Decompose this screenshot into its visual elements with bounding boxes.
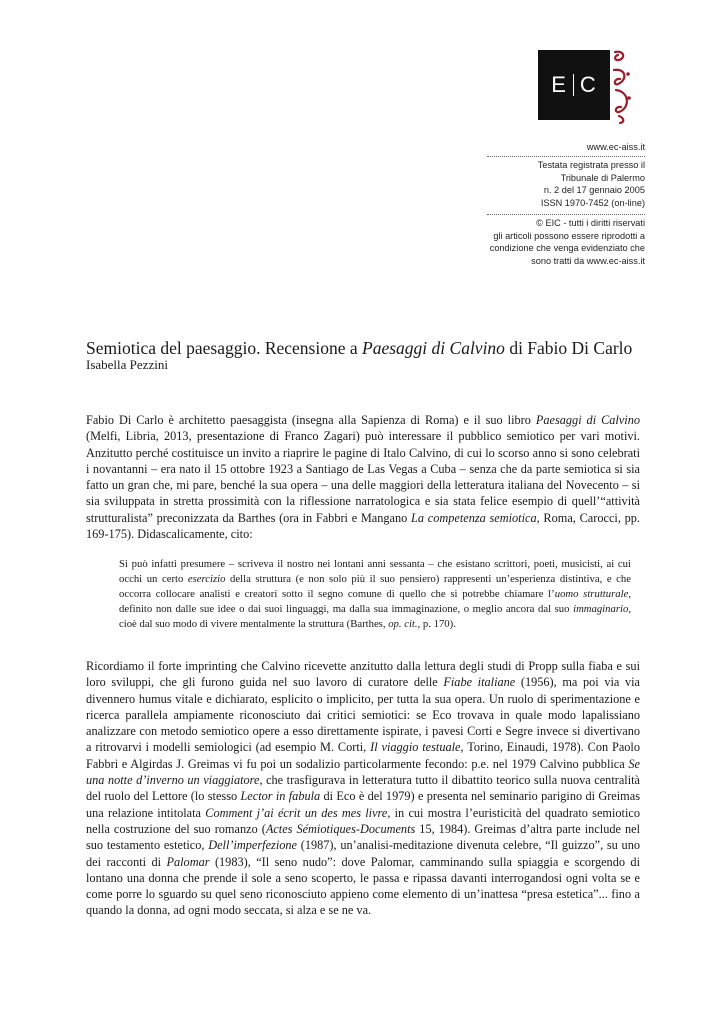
logo-ornament-icon: [610, 46, 636, 124]
copyright-info: [480, 217, 645, 267]
registration-line: ISSN 1970-7452 (on-line): [540, 197, 645, 208]
logo-letter-e: E: [551, 72, 567, 97]
logo-separator: [573, 74, 574, 96]
registration-line: n. 2 del 17 gennaio 2005: [543, 185, 645, 196]
copyright-line: © EIC - tutti i diritti riservati: [536, 218, 645, 228]
copyright-line: condizione che venga evidenziato che: [489, 243, 645, 254]
registration-line: Tribunale di Palermo: [560, 172, 645, 183]
copyright-line: sono tratti da www.ec-aiss.it: [531, 255, 645, 266]
registration-info: [480, 159, 645, 209]
article-author: Isabella Pezzini: [86, 357, 168, 372]
paragraph-calvino-semiotics: Ricordiamo il forte imprinting che Calvino ricevette anzitutto dalla lettura degli studi di Propp sulla fiaba e sui loro sviluppi, che gli furono guida nel suo lavoro di curatore delle Fiabe italiane (1956), ma poi via via divennero humus vitale e dichiarato, esplicito o implicito, per tutta la sua opera. Un ruolo di sperimentazione e ricerca parallela ampiamente riconosciuto dai critici semiotici: se Eco trovava in quale modo lapalissiano analizzare con metodo semiotico opere a esso direttamente ispirate, i pavesi Corti e Segre invece si divertivano a ritrovarvi i modelli semiologici (ad esempio M. Corti, Il viaggio testuale, Torino, Einaudi, 1978). Con Paolo Fabbri e Algirdas J. Greimas vi fu poi un sodalizio particolarmente fecondo: p.e. nel 1979 Calvino pubblica Se una notte d’inverno un viaggiatore, che trasfigurava in letteratura tutto il dibattito teorico sulla nuova centralità del ruolo del Lettore (lo stesso Lector in fabula di Eco è del 1979) e presenta nel seminario parigino di Greimas una relazione intitolata Comment j’ai écrit un des mes livre, in cui mostra l’euristicità del quadrato semiotico nella costruzione del suo romanzo (Actes Sémiotiques-Documents 15, 1984). Greimas d’altra parte include nel suo testamento estetico, Dell’imperfezione (1987), un’analisi-meditazione divenuta celebre, “Il guizzo”, su uno dei racconti di Palomar (1983), “Il seno nudo”: dove Palomar, camminando sulla spiaggia e scorgendo di lontano una donna che prende il sole a seno scoperto, le passa e ripassa davanti interrogandosi ogni volta se e come porre lo sguardo su quel seno riconosciuto appieno come elemento di un’inattesa “presa estetica”... fino a quando la donna, ad ogni modo seccata, si alza e se ne va.: [86, 659, 640, 918]
article-title: Semiotica del paesaggio. Recensione a Paesaggi di Calvino di Fabio Di Carlo: [86, 338, 633, 358]
journal-logo: [538, 50, 610, 120]
title-book: Paesaggi di Calvino: [362, 338, 505, 358]
journal-website: www.ec-aiss.it: [586, 142, 645, 152]
paragraph-intro: Fabio Di Carlo è architetto paesaggista (insegna alla Sapienza di Roma) e il suo libro Paesaggi di Calvino (Melfi, Libria, 2013, presentazione di Franco Zagari) può interessare il pubblico semiotico per vari motivi. Anzitutto perché costituisce un invito a riaprire le pagine di Italo Calvino, di cui lo scorso anno si sono celebrati i novantanni – era nato il 15 ottobre 1923 a Santiago de Las Vegas a Cuba – senza che da parte semiotica si sia fatto un gran che, mi pare, benché la sua opera – una delle maggiori della letteratura italiana del Novecento – si sia sviluppata in stretta prossimità con la riflessione narratologica e sia stata felice esempio di quell’“attività strutturalista” preconizzata da Barthes (ora in Fabbri e Mangano La competenza semiotica, Roma, Carocci, pp. 169-175). Didascalicamente, cito:: [86, 413, 641, 542]
copyright-line: gli articoli possono essere riprodotti a: [493, 230, 645, 241]
registration-line: Testata registrata presso il: [537, 160, 645, 170]
logo-letter-c: C: [579, 72, 597, 97]
divider: [487, 214, 645, 215]
block-quote: Si può infatti presumere – scriveva il nostro nei lontani anni sessanta – che esistano scrittori, poeti, musicisti, ai cui occhi un certo esercizio della struttura (e non solo più il suo pensiero) rappresenti un’esperienza distintiva, e che occorra collocare analisti e creatori sotto il segno comune di quello che si potrebbe chiamare l’uomo strutturale, definito non dalle sue idee o dai suoi linguaggi, ma dalla sua immaginazione, o meglio ancora dal suo immaginario, cioè dal suo modo di vivere mentalmente la struttura (Barthes, op. cit., p. 170).: [119, 558, 631, 630]
divider: [487, 156, 645, 157]
